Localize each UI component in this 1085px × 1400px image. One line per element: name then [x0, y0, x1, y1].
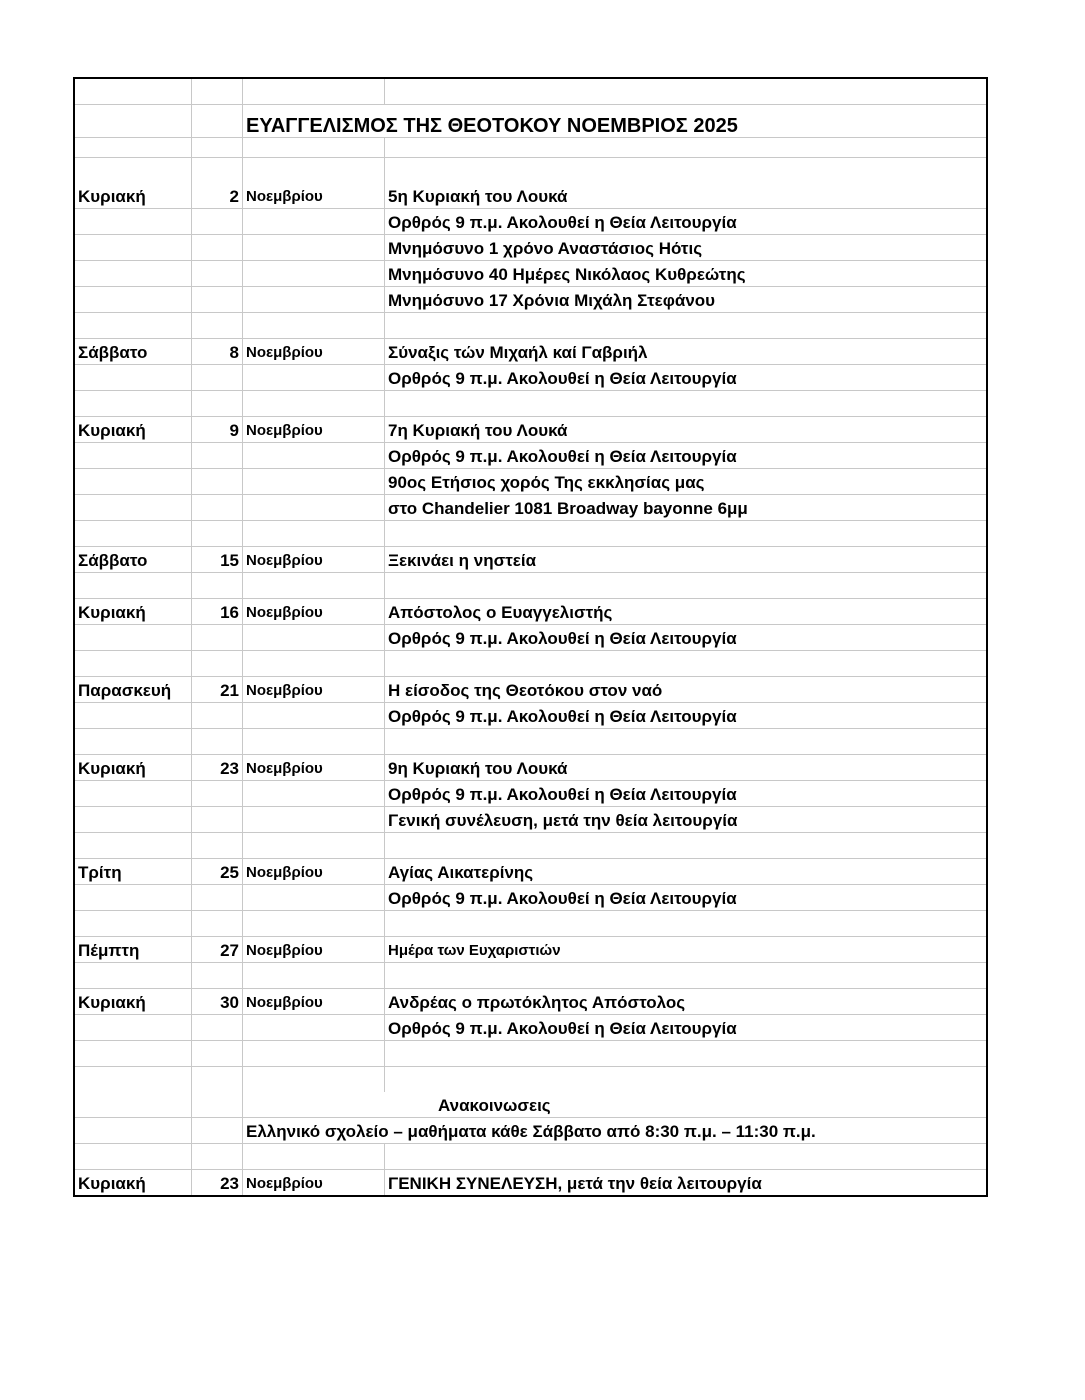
- announcement-school: Ελληνικό σχολείο – μαθήματα κάθε Σάββατο από 8:30 π.μ. – 11:30 π.μ.: [243, 1118, 987, 1144]
- empty-row: [75, 79, 986, 105]
- month-cell: [243, 287, 385, 313]
- event-cell: [385, 911, 987, 937]
- date-cell: [192, 521, 243, 547]
- day-cell: Κυριακή: [75, 183, 192, 209]
- month-cell: [243, 365, 385, 391]
- event-row: [75, 547, 986, 573]
- month-cell: Νοεμβρίου: [243, 339, 385, 365]
- event-row: [75, 417, 986, 443]
- date-cell: [192, 365, 243, 391]
- day-cell: Σάββατο: [75, 339, 192, 365]
- day-cell: [75, 807, 192, 833]
- event-cell: Μνημόσυνο 1 χρόνο Αναστάσιος Ηότις: [385, 235, 987, 261]
- day-cell: [75, 729, 192, 755]
- event-cell: [385, 729, 987, 755]
- event-cell: 5η Κυριακή του Λουκά: [385, 183, 987, 209]
- date-cell: [192, 807, 243, 833]
- event-row: [75, 183, 986, 209]
- date-cell: [192, 729, 243, 755]
- schedule-sheet: [73, 77, 988, 1197]
- event-cell: Μνημόσυνο 40 Ημέρες Νικόλαος Κυθρεώτης: [385, 261, 987, 287]
- month-cell: [243, 261, 385, 287]
- event-row: [75, 703, 986, 729]
- empty-row: [75, 158, 986, 184]
- day-cell: Κυριακή: [75, 989, 192, 1015]
- month-cell: [243, 781, 385, 807]
- date-cell: [192, 1067, 243, 1093]
- day-cell: [75, 469, 192, 495]
- event-row: [75, 287, 986, 313]
- event-row: [75, 235, 986, 261]
- date-cell: 23: [192, 755, 243, 781]
- date-cell: [192, 235, 243, 261]
- month-cell: Νοεμβρίου: [243, 989, 385, 1015]
- month-cell: [243, 833, 385, 859]
- date-cell: [192, 313, 243, 339]
- final-event-row: [75, 1170, 986, 1196]
- page-title: ΕΥΑΓΓΕΛΙΣΜΟΣ ΤΗΣ ΘΕΟΤΟΚΟΥ ΝΟΕΜΒΡΙΟΣ 2025: [243, 105, 987, 138]
- event-cell: 9η Κυριακή του Λουκά: [385, 755, 987, 781]
- day-cell: [75, 885, 192, 911]
- month-cell: [243, 495, 385, 521]
- date-cell: [192, 625, 243, 651]
- event-cell: Ανδρέας ο πρωτόκλητος Απόστολος: [385, 989, 987, 1015]
- day-cell: [75, 391, 192, 417]
- event-row: [75, 755, 986, 781]
- empty-row: [75, 729, 986, 755]
- day-cell: [75, 781, 192, 807]
- event-row: [75, 677, 986, 703]
- event-cell: [385, 1067, 987, 1093]
- event-cell: Ορθρός 9 π.μ. Ακολουθεί η Θεία Λειτουργία: [385, 885, 987, 911]
- day-cell: Κυριακή: [75, 1170, 192, 1196]
- event-row: [75, 339, 986, 365]
- event-row: [75, 443, 986, 469]
- event-cell: 7η Κυριακή του Λουκά: [385, 417, 987, 443]
- title-row: [75, 105, 986, 138]
- day-cell: [75, 495, 192, 521]
- date-cell: 16: [192, 599, 243, 625]
- event-cell: Ορθρός 9 π.μ. Ακολουθεί η Θεία Λειτουργία: [385, 443, 987, 469]
- day-cell: [75, 833, 192, 859]
- month-cell: Νοεμβρίου: [243, 937, 385, 963]
- day-cell: Κυριακή: [75, 755, 192, 781]
- date-cell: 23: [192, 1170, 243, 1196]
- day-cell: Πέμπτη: [75, 937, 192, 963]
- month-cell: [243, 1015, 385, 1041]
- event-cell: Γενική συνέλευση, μετά την θεία λειτουργία: [385, 807, 987, 833]
- month-cell: [243, 391, 385, 417]
- event-row: [75, 625, 986, 651]
- event-cell: [385, 391, 987, 417]
- date-cell: 2: [192, 183, 243, 209]
- date-cell: [192, 651, 243, 677]
- date-cell: 27: [192, 937, 243, 963]
- event-cell: [385, 1041, 987, 1067]
- event-cell: [385, 573, 987, 599]
- event-cell: Ορθρός 9 π.μ. Ακολουθεί η Θεία Λειτουργία: [385, 209, 987, 235]
- event-cell: [385, 833, 987, 859]
- day-cell: [75, 625, 192, 651]
- month-cell: [243, 911, 385, 937]
- event-cell: [385, 651, 987, 677]
- empty-row: [75, 138, 986, 158]
- event-cell: Ημέρα των Ευχαριστιών: [385, 937, 987, 963]
- date-cell: [192, 495, 243, 521]
- empty-row: [75, 963, 986, 989]
- month-cell: [243, 963, 385, 989]
- month-cell: [243, 521, 385, 547]
- month-cell: [243, 573, 385, 599]
- date-cell: [192, 885, 243, 911]
- day-cell: Σάββατο: [75, 547, 192, 573]
- empty-row: [75, 391, 986, 417]
- day-cell: [75, 313, 192, 339]
- month-cell: Νοεμβρίου: [243, 677, 385, 703]
- day-cell: [75, 911, 192, 937]
- empty-row: [75, 1144, 986, 1170]
- event-cell: Ορθρός 9 π.μ. Ακολουθεί η Θεία Λειτουργία: [385, 625, 987, 651]
- day-cell: [75, 209, 192, 235]
- month-cell: Νοεμβρίου: [243, 859, 385, 885]
- month-cell: [243, 651, 385, 677]
- date-cell: [192, 209, 243, 235]
- month-cell: Νοεμβρίου: [243, 1170, 385, 1196]
- empty-row: [75, 1041, 986, 1067]
- date-cell: [192, 963, 243, 989]
- day-cell: [75, 521, 192, 547]
- announcements-heading-row: [75, 1092, 986, 1118]
- month-cell: [243, 209, 385, 235]
- event-cell: Ξεκινάει η νηστεία: [385, 547, 987, 573]
- date-cell: [192, 469, 243, 495]
- month-cell: [243, 885, 385, 911]
- date-cell: 8: [192, 339, 243, 365]
- day-cell: [75, 651, 192, 677]
- event-cell: Απόστολος ο Ευαγγελιστής: [385, 599, 987, 625]
- date-cell: [192, 443, 243, 469]
- event-cell: Αγίας Αικατερίνης: [385, 859, 987, 885]
- event-row: [75, 365, 986, 391]
- schedule-table: [75, 79, 986, 1195]
- day-cell: [75, 443, 192, 469]
- month-cell: [243, 625, 385, 651]
- day-cell: [75, 573, 192, 599]
- date-cell: 9: [192, 417, 243, 443]
- month-cell: Νοεμβρίου: [243, 547, 385, 573]
- event-row: [75, 1015, 986, 1041]
- month-cell: [243, 313, 385, 339]
- date-cell: [192, 1041, 243, 1067]
- event-cell: στο Chandelier 1081 Broadway bayonne 6μμ: [385, 495, 987, 521]
- date-cell: [192, 911, 243, 937]
- event-row: [75, 209, 986, 235]
- event-row: [75, 989, 986, 1015]
- event-cell: [385, 521, 987, 547]
- date-cell: 30: [192, 989, 243, 1015]
- empty-row: [75, 313, 986, 339]
- date-cell: [192, 1015, 243, 1041]
- day-cell: [75, 963, 192, 989]
- event-cell: [385, 313, 987, 339]
- month-cell: [243, 235, 385, 261]
- event-cell: Ορθρός 9 π.μ. Ακολουθεί η Θεία Λειτουργία: [385, 1015, 987, 1041]
- day-cell: [75, 235, 192, 261]
- event-cell: Ορθρός 9 π.μ. Ακολουθεί η Θεία Λειτουργία: [385, 365, 987, 391]
- event-row: [75, 937, 986, 963]
- event-cell: [385, 963, 987, 989]
- day-cell: [75, 1015, 192, 1041]
- date-cell: [192, 261, 243, 287]
- event-cell: Η είσοδος της Θεοτόκου στον ναό: [385, 677, 987, 703]
- day-cell: [75, 287, 192, 313]
- event-row: [75, 859, 986, 885]
- month-cell: [243, 443, 385, 469]
- month-cell: [243, 807, 385, 833]
- date-cell: 25: [192, 859, 243, 885]
- announcement-row: [75, 1118, 986, 1144]
- empty-row: [75, 1067, 986, 1093]
- date-cell: [192, 781, 243, 807]
- day-cell: [75, 261, 192, 287]
- event-row: [75, 599, 986, 625]
- date-cell: [192, 573, 243, 599]
- month-cell: Νοεμβρίου: [243, 417, 385, 443]
- event-cell: Σύναξις τών Μιχαήλ καί Γαβριήλ: [385, 339, 987, 365]
- day-cell: [75, 703, 192, 729]
- empty-row: [75, 911, 986, 937]
- event-cell: 90ος Ετήσιος χορός Της εκκλησίας μας: [385, 469, 987, 495]
- event-cell: Ορθρός 9 π.μ. Ακολουθεί η Θεία Λειτουργία: [385, 703, 987, 729]
- event-row: [75, 495, 986, 521]
- month-cell: [243, 703, 385, 729]
- day-cell: Παρασκευή: [75, 677, 192, 703]
- event-row: [75, 261, 986, 287]
- month-cell: Νοεμβρίου: [243, 599, 385, 625]
- day-cell: [75, 1041, 192, 1067]
- date-cell: [192, 703, 243, 729]
- event-cell: ΓΕΝΙΚΗ ΣΥΝΕΛΕΥΣΗ, μετά την θεία λειτουργία: [385, 1170, 987, 1196]
- date-cell: 15: [192, 547, 243, 573]
- event-row: [75, 781, 986, 807]
- empty-row: [75, 833, 986, 859]
- announcements-heading: Ανακοινωσεις: [243, 1092, 987, 1118]
- day-cell: Κυριακή: [75, 417, 192, 443]
- day-cell: [75, 1067, 192, 1093]
- day-cell: Τρίτη: [75, 859, 192, 885]
- day-cell: Κυριακή: [75, 599, 192, 625]
- month-cell: [243, 1041, 385, 1067]
- event-cell: Ορθρός 9 π.μ. Ακολουθεί η Θεία Λειτουργία: [385, 781, 987, 807]
- month-cell: Νοεμβρίου: [243, 755, 385, 781]
- date-cell: [192, 287, 243, 313]
- date-cell: [192, 391, 243, 417]
- event-cell: Μνημόσυνο 17 Χρόνια Μιχάλη Στεφάνου: [385, 287, 987, 313]
- month-cell: [243, 1067, 385, 1093]
- date-cell: [192, 833, 243, 859]
- empty-row: [75, 573, 986, 599]
- month-cell: [243, 729, 385, 755]
- empty-row: [75, 521, 986, 547]
- event-row: [75, 885, 986, 911]
- month-cell: Νοεμβρίου: [243, 183, 385, 209]
- event-row: [75, 469, 986, 495]
- empty-row: [75, 651, 986, 677]
- event-row: [75, 807, 986, 833]
- day-cell: [75, 365, 192, 391]
- date-cell: 21: [192, 677, 243, 703]
- month-cell: [243, 469, 385, 495]
